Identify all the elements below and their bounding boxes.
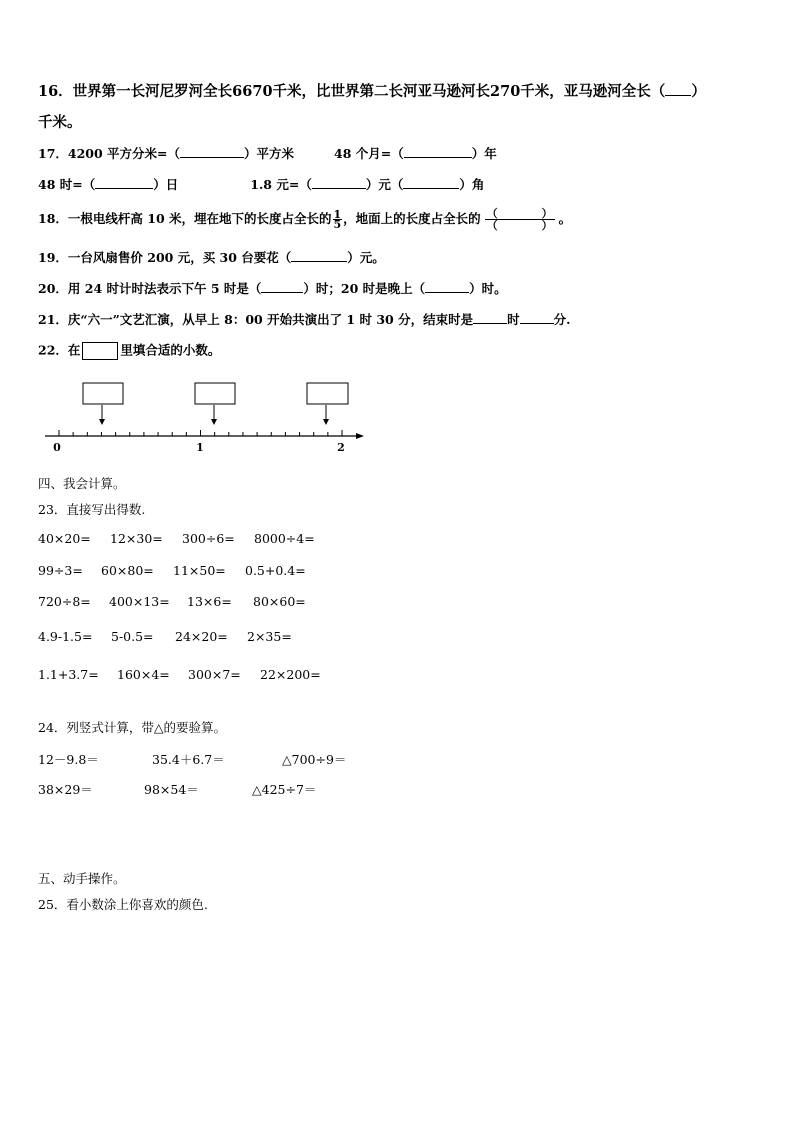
answer-blank[interactable] bbox=[403, 177, 459, 189]
section-5-heading: 五、动手操作。 bbox=[38, 871, 126, 886]
tick-label-1: 1 bbox=[196, 441, 204, 454]
question-18: 18．一根电线杆高 10 米，埋在地下的长度占全长的 $\frac{1}{5}$ ，地面上的长度占全长的 $\frac{( )}{( )}$ 。 bbox=[38, 207, 572, 232]
sample-box bbox=[82, 342, 118, 360]
answer-blank[interactable] bbox=[520, 312, 554, 324]
calc-item: 720÷8= bbox=[38, 594, 91, 609]
calc-item: 60×80= bbox=[101, 563, 154, 578]
tick-label-2: 2 bbox=[337, 441, 345, 454]
answer-blank[interactable] bbox=[665, 84, 691, 96]
calc-item: 1.1+3.7= bbox=[38, 667, 99, 682]
answer-blank[interactable] bbox=[312, 177, 366, 189]
calc-item: 12×30= bbox=[110, 531, 163, 546]
calc-item: 13×6= bbox=[187, 594, 232, 609]
question-16-line-1: 16．世界第一长河尼罗河全长6670千米，比世界第二长河亚马逊河长270千米，亚马逊河全长（ ） bbox=[38, 83, 706, 100]
answer-blank[interactable] bbox=[404, 146, 472, 158]
answer-box-3[interactable] bbox=[307, 383, 348, 404]
calc-item: 300×7= bbox=[188, 667, 241, 682]
calc-item: 400×13= bbox=[109, 594, 170, 609]
calc-item: 99÷3= bbox=[38, 563, 83, 578]
calc-item: 80×60= bbox=[253, 594, 306, 609]
question-25: 25．看小数涂上你喜欢的颜色. bbox=[38, 897, 208, 912]
calc-item: 11×50= bbox=[173, 563, 226, 578]
question-24-title: 24．列竖式计算，带△的要验算。 bbox=[38, 720, 227, 735]
calc-item: 0.5+0.4= bbox=[245, 563, 306, 578]
calc-item: 24×20= bbox=[175, 629, 228, 644]
answer-box-1[interactable] bbox=[83, 383, 123, 404]
answer-fraction-blank[interactable]: $\frac{( )}{( )}$ bbox=[486, 207, 553, 232]
calc-item: 38×29＝ bbox=[38, 782, 93, 797]
tick-marks bbox=[59, 430, 342, 436]
question-22: 22．在 里填合适的小数。 bbox=[38, 342, 220, 360]
calc-item: 4.9-1.5= bbox=[38, 629, 93, 644]
calc-item: 300÷6= bbox=[182, 531, 235, 546]
answer-blank[interactable] bbox=[180, 146, 244, 158]
question-16-line-2: 千米。 bbox=[38, 114, 82, 131]
calc-item: 2×35= bbox=[247, 629, 292, 644]
answer-blank[interactable] bbox=[95, 177, 153, 189]
question-17-row-1: 17．4200 平方分米=（ ）平方米 48 个月=（ ）年 bbox=[38, 146, 497, 161]
answer-blank[interactable] bbox=[473, 312, 507, 324]
calc-item: 35.4＋6.7＝ bbox=[152, 752, 225, 767]
calc-item: 8000÷4= bbox=[254, 531, 315, 546]
answer-blank[interactable] bbox=[425, 281, 469, 293]
calc-item: △700÷9＝ bbox=[282, 752, 347, 767]
question-21: 21．庆“六一”文艺汇演，从早上 8：00 开始共演出了 1 时 30 分，结束时是 时 分. bbox=[38, 312, 571, 327]
question-23-title: 23．直接写出得数. bbox=[38, 502, 146, 517]
calc-item: 98×54＝ bbox=[144, 782, 199, 797]
question-20: 20．用 24 时计时法表示下午 5 时是（ ）时；20 时是晚上（ ）时。 bbox=[38, 281, 507, 296]
calc-item: 12－9.8＝ bbox=[38, 752, 99, 767]
section-4-heading: 四、我会计算。 bbox=[38, 476, 126, 491]
tick-label-0: 0 bbox=[53, 441, 61, 454]
answer-box-2[interactable] bbox=[195, 383, 235, 404]
calc-item: 22×200= bbox=[260, 667, 321, 682]
fraction-one-fifth: $\frac{1}{5}$ bbox=[333, 208, 342, 231]
question-19: 19．一台风扇售价 200 元，买 30 台要花（ ）元。 bbox=[38, 250, 385, 265]
answer-blank[interactable] bbox=[261, 281, 303, 293]
calc-item: △425÷7＝ bbox=[252, 782, 317, 797]
calc-item: 5-0.5= bbox=[111, 629, 154, 644]
calc-item: 160×4= bbox=[117, 667, 170, 682]
number-line-diagram bbox=[40, 378, 370, 458]
calc-item: 40×20= bbox=[38, 531, 91, 546]
question-17-row-2: 48 时=（ ）日 1.8 元=（ ）元（ ）角 bbox=[38, 177, 485, 192]
answer-blank[interactable] bbox=[291, 250, 347, 262]
